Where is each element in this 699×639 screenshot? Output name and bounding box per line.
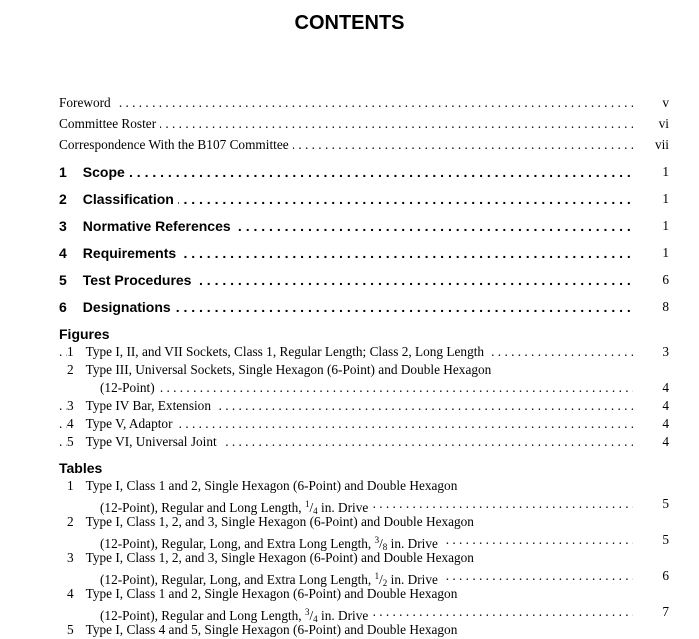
toc-table-1-line1[interactable] bbox=[67, 477, 457, 495]
page-title: CONTENTS bbox=[294, 12, 405, 34]
toc-entry-label: Correspondence With the B107 Committee bbox=[59, 136, 293, 154]
toc-section-classification[interactable] bbox=[59, 190, 669, 208]
figure-number: 1 bbox=[67, 344, 74, 359]
toc-figure-2[interactable] bbox=[100, 379, 669, 397]
section-number: 1 bbox=[59, 164, 67, 180]
toc-page-number: v bbox=[662, 95, 669, 110]
toc-entry-label: Committee Roster bbox=[59, 115, 160, 133]
section-title: Normative References bbox=[82, 218, 231, 234]
toc-page-number: vi bbox=[658, 116, 669, 131]
section-number: 5 bbox=[59, 272, 67, 288]
toc-page-number: 4 bbox=[662, 416, 669, 431]
table-title: Type I, Class 1, 2, and 3, Single Hexagon (6-Point) and Double Hexagon bbox=[85, 550, 474, 565]
toc-page-number: 3 bbox=[662, 344, 669, 359]
toc-page-number: vii bbox=[654, 137, 669, 152]
figure-title: Type III, Universal Sockets, Single Hexagon (6-Point) and Double Hexagon bbox=[85, 362, 492, 377]
toc-entry-committee-roster[interactable] bbox=[59, 115, 669, 133]
toc-section-requirements[interactable] bbox=[59, 244, 669, 262]
toc-table-2-line1[interactable] bbox=[67, 513, 474, 531]
toc-page-number: 5 bbox=[662, 532, 669, 547]
toc-page-number: 1 bbox=[662, 164, 669, 179]
figure-title: Type V, Adaptor bbox=[85, 416, 173, 431]
section-number: 4 bbox=[59, 245, 67, 261]
toc-page-number: 5 bbox=[662, 496, 669, 511]
table-title: Type I, Class 1, 2, and 3, Single Hexagon (6-Point) and Double Hexagon bbox=[85, 514, 474, 529]
toc-page-number: 1 bbox=[662, 245, 669, 260]
toc-table-4-line1[interactable] bbox=[67, 585, 457, 603]
figure-title-cont: (12-Point) bbox=[100, 379, 159, 397]
table-title-cont: (12-Point), Regular and Long Length, bbox=[100, 608, 302, 623]
toc-table-4[interactable]: . . . (12-Point), Regular and Long Length, $^3/_4$ in. Drive 7 bbox=[100, 603, 669, 621]
table-number: 2 bbox=[67, 514, 74, 529]
fraction: $^3/_4$ bbox=[304, 607, 318, 624]
table-number: 3 bbox=[67, 550, 74, 565]
toc-figure-3[interactable] bbox=[59, 397, 669, 415]
toc-figure-5[interactable] bbox=[59, 433, 669, 451]
fraction: $^3/_8$ bbox=[374, 535, 388, 552]
section-title: Test Procedures bbox=[82, 272, 192, 288]
figure-title: Type VI, Universal Joint bbox=[85, 434, 217, 449]
toc-section-test-procedures[interactable] bbox=[59, 271, 669, 289]
figures-heading: Figures bbox=[59, 326, 110, 342]
fraction: $^1/_2$ bbox=[374, 571, 388, 588]
toc-table-2[interactable]: . . . (12-Point), Regular, Long, and Extra Long Length, $^3/_8$ in. Drive 5 bbox=[100, 531, 669, 549]
toc-figure-2-line1[interactable] bbox=[67, 361, 491, 379]
figure-number: 3 bbox=[67, 398, 74, 413]
section-title: Designations bbox=[82, 299, 171, 315]
toc-entry-foreword[interactable] bbox=[59, 94, 669, 112]
tables-heading: Tables bbox=[59, 460, 103, 476]
toc-table-5-line1[interactable] bbox=[67, 621, 457, 639]
toc-page-number: 7 bbox=[662, 604, 669, 619]
toc-table-1[interactable]: . . . (12-Point), Regular and Long Length, $^1/_4$ in. Drive 5 bbox=[100, 495, 669, 513]
table-title-cont: (12-Point), Regular, Long, and Extra Long Length, bbox=[100, 572, 372, 587]
table-number: 4 bbox=[67, 586, 74, 601]
toc-table-3-line1[interactable] bbox=[67, 549, 474, 567]
section-title: Requirements bbox=[82, 245, 177, 261]
figure-number: 2 bbox=[67, 362, 74, 377]
section-number: 6 bbox=[59, 299, 67, 315]
table-number: 5 bbox=[67, 622, 74, 637]
toc-page-number: 6 bbox=[662, 568, 669, 583]
toc-page-number: 4 bbox=[662, 434, 669, 449]
table-title-cont: (12-Point), Regular and Long Length, bbox=[100, 500, 302, 515]
figure-title: Type I, II, and VII Sockets, Class 1, Regular Length; Class 2, Long Length bbox=[85, 344, 485, 359]
fraction: $^1/_4$ bbox=[304, 499, 318, 516]
section-number: 2 bbox=[59, 191, 67, 207]
table-title: Type I, Class 1 and 2, Single Hexagon (6-Point) and Double Hexagon bbox=[85, 478, 458, 493]
figure-number: 5 bbox=[67, 434, 74, 449]
figure-number: 4 bbox=[67, 416, 74, 431]
toc-section-scope[interactable] bbox=[59, 163, 669, 181]
toc-page-number: 4 bbox=[662, 398, 669, 413]
table-title: Type I, Class 4 and 5, Single Hexagon (6-Point) and Double Hexagon bbox=[85, 622, 458, 637]
toc-entry-correspondence[interactable] bbox=[59, 136, 669, 154]
table-number: 1 bbox=[67, 478, 74, 493]
toc-page-number: 1 bbox=[662, 218, 669, 233]
toc-page-number: 1 bbox=[662, 191, 669, 206]
toc-section-normative-references[interactable] bbox=[59, 217, 669, 235]
table-title-cont: (12-Point), Regular, Long, and Extra Long Length, bbox=[100, 536, 372, 551]
toc-entry-label: Foreword bbox=[59, 94, 115, 112]
toc-page-number: 6 bbox=[662, 272, 669, 287]
figure-title: Type IV Bar, Extension bbox=[85, 398, 211, 413]
section-title: Scope bbox=[82, 164, 125, 180]
toc-page-number: 4 bbox=[662, 380, 669, 395]
toc-section-designations[interactable] bbox=[59, 298, 669, 316]
section-title: Classification bbox=[82, 191, 174, 207]
toc-table-3[interactable]: . . . (12-Point), Regular, Long, and Extra Long Length, $^1/_2$ in. Drive 6 bbox=[100, 567, 669, 585]
table-title: Type I, Class 1 and 2, Single Hexagon (6-Point) and Double Hexagon bbox=[85, 586, 458, 601]
section-number: 3 bbox=[59, 218, 67, 234]
toc-figure-1[interactable] bbox=[59, 343, 669, 361]
toc-figure-4[interactable] bbox=[59, 415, 669, 433]
toc-page-number: 8 bbox=[662, 299, 669, 314]
